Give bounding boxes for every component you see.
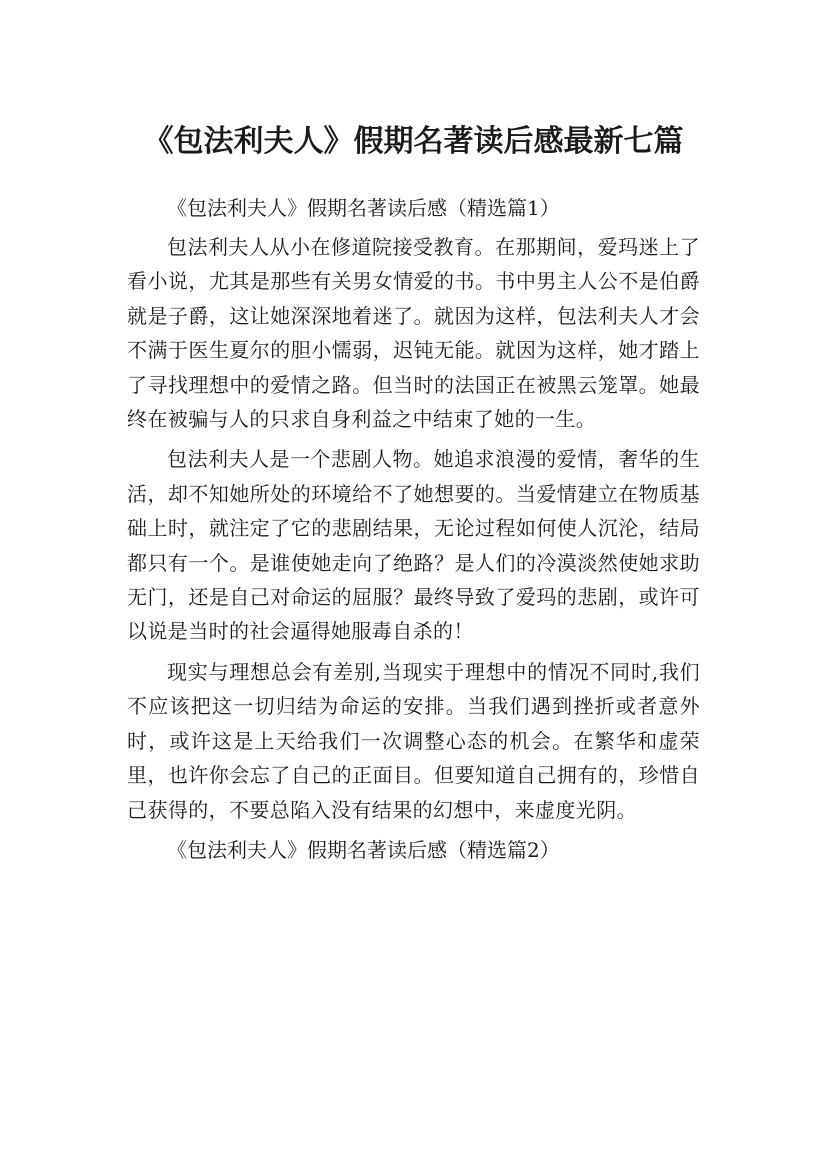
section-heading: 《包法利夫人》假期名著读后感（精选篇2）: [167, 837, 560, 862]
body-paragraph: 包法利夫人是一个悲剧人物。她追求浪漫的爱情，奢华的生活，却不知她所处的环境给不了她想要的。当爱情建立在物质基础上时，就注定了它的悲剧结果，无论过程如何使人沉沦，结局都只有一个。是谁使她走向了绝路？是人们的冷漠淡然使她求助无门，还是自己对命运的屈服？最终导致了爱玛的悲剧，或许可以说是当时的社会逼得她服毒自杀的！: [127, 447, 700, 644]
body-paragraph: 现实与理想总会有差别,当现实于理想中的情况不同时,我们不应该把这一切归结为命运的安排。当我们遇到挫折或者意外时，或许这是上天给我们一次调整心态的机会。在繁华和虚荣里，也许你会忘了自己的正面目。但要知道自己拥有的，珍惜自己获得的，不要总陷入没有结果的幻想中，来虚度光阴。: [127, 659, 700, 822]
document-title: 《包法利夫人》假期名著读后感最新七篇: [143, 124, 684, 160]
section-heading: 《包法利夫人》假期名著读后感（精选篇1）: [167, 196, 560, 220]
body-paragraph: 包法利夫人从小在修道院接受教育。在那期间，爱玛迷上了看小说，尤其是那些有关男女情爱的书。书中男主人公不是伯爵就是子爵，这让她深深地着迷了。就因为这样，包法利夫人才会不满于医生夏尔的胆小懦弱，迟钝无能。就因为这样，她才踏上了寻找理想中的爱情之路。但当时的法国正在被黑云笼罩。她最终在被骗与人的只求自身利益之中结束了她的一生。: [127, 235, 700, 432]
document-body: [127, 191, 700, 867]
